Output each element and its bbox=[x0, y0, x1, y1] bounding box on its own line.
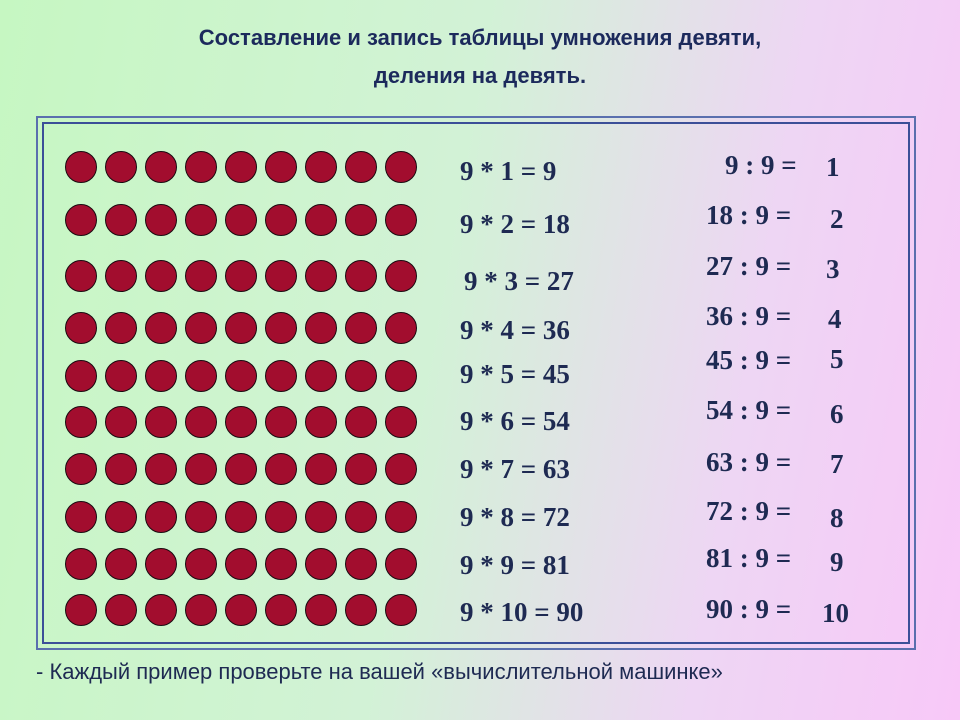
counting-dot bbox=[145, 360, 177, 392]
counting-dot bbox=[145, 501, 177, 533]
counting-dot bbox=[105, 312, 137, 344]
counting-dot bbox=[265, 204, 297, 236]
dot-row-5 bbox=[65, 360, 425, 394]
counting-dot bbox=[225, 453, 257, 485]
counting-dot bbox=[225, 594, 257, 626]
counting-dot bbox=[305, 501, 337, 533]
division-example-8: 72 : 9 = bbox=[706, 496, 792, 526]
counting-dot bbox=[385, 360, 417, 392]
page-title-line-2: деления на девять. bbox=[373, 63, 587, 88]
counting-dot bbox=[225, 151, 257, 183]
counting-dot bbox=[225, 360, 257, 392]
division-example-6: 54 : 9 = bbox=[706, 395, 792, 425]
counting-dot bbox=[305, 594, 337, 626]
counting-dot bbox=[345, 594, 377, 626]
division-result-6: 6 bbox=[830, 399, 844, 429]
counting-dot bbox=[145, 151, 177, 183]
counting-dot bbox=[185, 260, 217, 292]
counting-dot bbox=[105, 360, 137, 392]
counting-dot bbox=[345, 260, 377, 292]
counting-dot bbox=[225, 312, 257, 344]
counting-dot bbox=[265, 594, 297, 626]
counting-dot bbox=[305, 312, 337, 344]
division-result-5: 5 bbox=[830, 344, 844, 374]
counting-dot bbox=[385, 312, 417, 344]
counting-dot bbox=[185, 360, 217, 392]
division-result-4: 4 bbox=[828, 304, 842, 334]
dot-row-1 bbox=[65, 151, 425, 185]
counting-dot bbox=[385, 260, 417, 292]
counting-dot bbox=[65, 312, 97, 344]
counting-dot bbox=[185, 594, 217, 626]
multiplication-example-8: 9 * 8 = 72 bbox=[460, 502, 570, 532]
counting-dot bbox=[305, 453, 337, 485]
counting-dot bbox=[225, 548, 257, 580]
division-example-1: 9 : 9 = bbox=[725, 150, 797, 180]
counting-dot bbox=[65, 260, 97, 292]
division-example-4: 36 : 9 = bbox=[706, 301, 792, 331]
page-title-line-1: Составление и запись таблицы умножения девяти, bbox=[198, 25, 762, 50]
multiplication-example-10: 9 * 10 = 90 bbox=[460, 597, 584, 627]
counting-dot bbox=[265, 453, 297, 485]
counting-dot bbox=[65, 406, 97, 438]
counting-dot bbox=[185, 453, 217, 485]
counting-dot bbox=[185, 151, 217, 183]
division-result-1: 1 bbox=[826, 152, 840, 182]
counting-dot bbox=[265, 548, 297, 580]
counting-dot bbox=[305, 260, 337, 292]
division-example-7: 63 : 9 = bbox=[706, 447, 792, 477]
counting-dot bbox=[225, 406, 257, 438]
counting-dot bbox=[305, 406, 337, 438]
counting-dot bbox=[265, 312, 297, 344]
counting-dot bbox=[385, 406, 417, 438]
counting-dot bbox=[385, 548, 417, 580]
division-example-2: 18 : 9 = bbox=[706, 200, 792, 230]
counting-dot bbox=[65, 501, 97, 533]
multiplication-example-7: 9 * 7 = 63 bbox=[460, 454, 570, 484]
dot-row-10 bbox=[65, 594, 425, 628]
multiplication-example-6: 9 * 6 = 54 bbox=[460, 406, 570, 436]
counting-dot bbox=[305, 151, 337, 183]
counting-dot bbox=[105, 260, 137, 292]
counting-dot bbox=[185, 406, 217, 438]
dot-row-8 bbox=[65, 501, 425, 535]
dot-row-7 bbox=[65, 453, 425, 487]
counting-dot bbox=[105, 151, 137, 183]
counting-dot bbox=[265, 360, 297, 392]
division-result-7: 7 bbox=[830, 449, 844, 479]
counting-dot bbox=[265, 501, 297, 533]
division-result-10: 10 bbox=[822, 598, 849, 628]
counting-dot bbox=[105, 406, 137, 438]
counting-dot bbox=[65, 151, 97, 183]
counting-dot bbox=[105, 453, 137, 485]
division-result-3: 3 bbox=[826, 254, 840, 284]
multiplication-example-4: 9 * 4 = 36 bbox=[460, 315, 570, 345]
multiplication-example-9: 9 * 9 = 81 bbox=[460, 550, 570, 580]
counting-dot bbox=[345, 406, 377, 438]
counting-dot bbox=[385, 204, 417, 236]
multiplication-example-5: 9 * 5 = 45 bbox=[460, 359, 570, 389]
counting-dot bbox=[345, 312, 377, 344]
counting-dot bbox=[145, 406, 177, 438]
division-result-2: 2 bbox=[830, 204, 844, 234]
counting-dot bbox=[185, 204, 217, 236]
division-example-5: 45 : 9 = bbox=[706, 345, 792, 375]
counting-dot bbox=[105, 501, 137, 533]
counting-dot bbox=[345, 548, 377, 580]
counting-dot bbox=[225, 501, 257, 533]
counting-dot bbox=[65, 204, 97, 236]
counting-dot bbox=[305, 360, 337, 392]
counting-dot bbox=[305, 548, 337, 580]
counting-dot bbox=[345, 151, 377, 183]
counting-dot bbox=[385, 453, 417, 485]
counting-dot bbox=[265, 260, 297, 292]
counting-dot bbox=[65, 360, 97, 392]
multiplication-example-1: 9 * 1 = 9 bbox=[460, 156, 557, 186]
counting-dot bbox=[105, 594, 137, 626]
dot-row-2 bbox=[65, 204, 425, 238]
division-result-9: 9 bbox=[830, 547, 844, 577]
division-example-10: 90 : 9 = bbox=[706, 594, 792, 624]
counting-dot bbox=[185, 501, 217, 533]
counting-dot bbox=[145, 204, 177, 236]
counting-dot bbox=[145, 312, 177, 344]
dot-row-9 bbox=[65, 548, 425, 582]
counting-dot bbox=[385, 151, 417, 183]
dot-row-4 bbox=[65, 312, 425, 346]
counting-dot bbox=[345, 360, 377, 392]
dot-row-3 bbox=[65, 260, 425, 294]
counting-dot bbox=[345, 204, 377, 236]
multiplication-example-2: 9 * 2 = 18 bbox=[460, 209, 570, 239]
counting-dot bbox=[225, 260, 257, 292]
counting-dot bbox=[385, 501, 417, 533]
counting-dot bbox=[265, 151, 297, 183]
counting-dot bbox=[145, 548, 177, 580]
counting-dot bbox=[345, 501, 377, 533]
counting-dot bbox=[385, 594, 417, 626]
counting-dot bbox=[225, 204, 257, 236]
counting-dot bbox=[65, 594, 97, 626]
dot-row-6 bbox=[65, 406, 425, 440]
counting-dot bbox=[345, 453, 377, 485]
counting-dot bbox=[145, 594, 177, 626]
division-example-9: 81 : 9 = bbox=[706, 543, 792, 573]
counting-dot bbox=[185, 548, 217, 580]
counting-dot bbox=[305, 204, 337, 236]
counting-dot bbox=[65, 453, 97, 485]
counting-dot bbox=[145, 260, 177, 292]
counting-dot bbox=[145, 453, 177, 485]
counting-dot bbox=[105, 204, 137, 236]
counting-dot bbox=[65, 548, 97, 580]
division-example-3: 27 : 9 = bbox=[706, 251, 792, 281]
multiplication-example-3: 9 * 3 = 27 bbox=[464, 266, 574, 296]
counting-dot bbox=[185, 312, 217, 344]
counting-dot bbox=[265, 406, 297, 438]
division-result-8: 8 bbox=[830, 503, 844, 533]
counting-dot bbox=[105, 548, 137, 580]
instruction-note: - Каждый пример проверьте на вашей «вычислительной машинке» bbox=[36, 659, 723, 684]
